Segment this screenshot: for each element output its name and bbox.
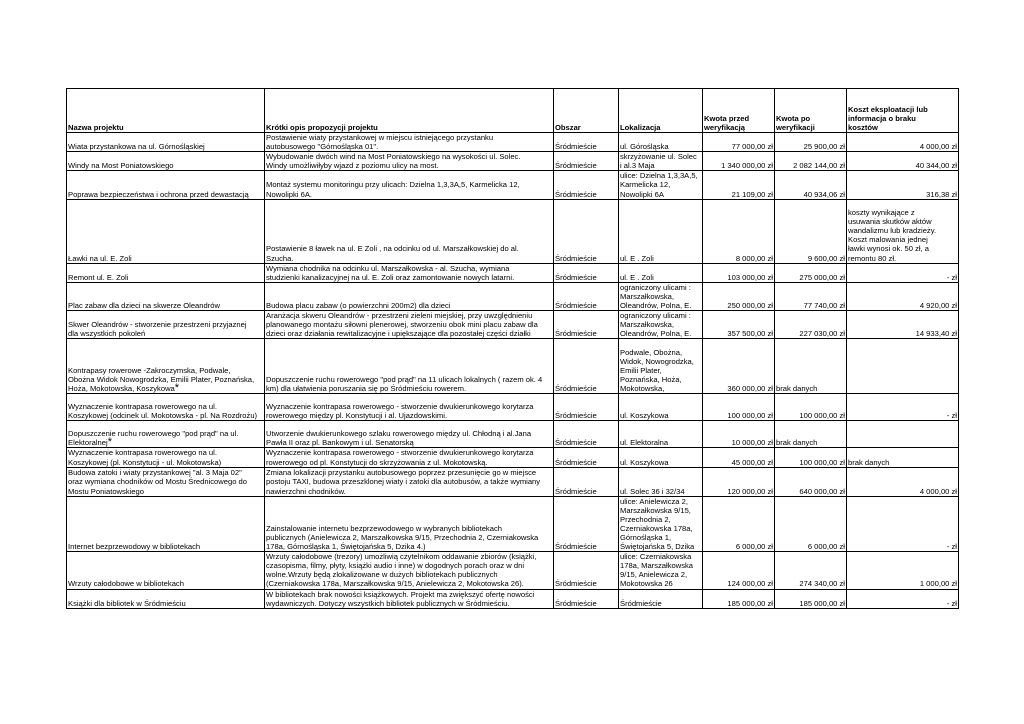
cell-lokalizacja-text: ul. Solec 36 i 32/34 [620, 486, 685, 496]
cell-kwota-przed-text: 357 500,00 zł [727, 329, 773, 339]
cell-kwota-po-text: 25 900,00 zł [803, 142, 845, 152]
cell-kwota-przed [703, 171, 775, 199]
cell-obszar-text: Śródmieście [555, 384, 597, 394]
cell-obszar-text: Śródmieście [555, 272, 597, 282]
cell-koszt-text: 4 920,00 zł [919, 301, 957, 311]
cell-kwota-po [775, 133, 847, 152]
cell-obszar-text: Śródmieście [555, 579, 597, 589]
cell-lokalizacja-text: ul. E . Zoli [620, 253, 654, 263]
cell-koszt-text: 1 000,00 zł [919, 579, 957, 589]
table-row [67, 282, 959, 310]
cell-opis-text: Wrzuty całodobowe (trezory) umożliwią czytelnikom oddawanie zbiorów (książki, czasopisma, filmy, płyty, książki audio i inne) w dogodnych porach oraz w dni wolne.Wrzuty będą zlokalizowane w dużych bibliotekach publicznych (Czerniakowska 178a, Marszałkowska 9/15, Anielewicza 2, Mokotowska 26). [266, 552, 537, 589]
cell-nazwa [67, 467, 265, 496]
table-row [67, 394, 959, 421]
table-row [67, 421, 959, 448]
cell-kwota-przed [703, 152, 775, 171]
cell-koszt [847, 394, 959, 421]
cell-obszar [554, 133, 619, 152]
cell-koszt [847, 152, 959, 171]
cell-koszt-text: - zł [946, 598, 957, 608]
cell-opis-text: Montaż systemu monitoringu przy ulicach: Dzielna 1,3,3A,5, Karmelicka 12, Nowolipki 6A. [266, 180, 520, 199]
table-row [67, 263, 959, 282]
cell-koszt-text: - zł [946, 542, 957, 552]
cell-obszar [554, 448, 619, 467]
cell-kwota-po-text: 100 000,00 zł [799, 411, 845, 421]
cell-lokalizacja [619, 589, 703, 608]
cell-koszt [847, 311, 959, 339]
cell-kwota-po-text: 2 082 144,00 zł [793, 161, 845, 171]
cell-opis-text: Budowa placu zabaw (o powierzchni 200m2) dla dzieci [266, 301, 451, 311]
cell-opis [265, 394, 554, 421]
cell-kwota-po-text: 275 000,00 zł [799, 272, 845, 282]
cell-nazwa [67, 282, 265, 310]
cell-opis [265, 448, 554, 467]
cell-opis [265, 496, 554, 552]
cell-nazwa [67, 589, 265, 608]
cell-lokalizacja [619, 394, 703, 421]
cell-nazwa [67, 421, 265, 448]
cell-nazwa [67, 394, 265, 421]
cell-lokalizacja-text: ul. Koszykowa [620, 457, 669, 467]
cell-nazwa [67, 552, 265, 589]
cell-obszar [554, 496, 619, 552]
cell-kwota-po-text: 9 600,00 zł [807, 253, 845, 263]
cell-obszar-text: Śródmieście [555, 598, 597, 608]
cell-nazwa [67, 199, 265, 263]
table-row [67, 311, 959, 339]
cell-kwota-przed [703, 199, 775, 263]
table-row [67, 467, 959, 496]
cell-koszt-text: - zł [946, 411, 957, 421]
cell-kwota-przed-text: 124 000,00 zł [727, 579, 773, 589]
table-row [67, 339, 959, 394]
cell-opis-text: Wyznaczenie kontrapasa rowerowego - stworzenie dwukierunkowego korytarza rowerowego od pl. Konstytucji do skrzyżowania z ul. Mokotowską. [266, 448, 534, 467]
cell-opis-text: Postawienie wiaty przystankowej w miejscu istniejącego przystanku autobusowego "Górnośląska 01". [266, 133, 494, 152]
cell-kwota-przed [703, 496, 775, 552]
cell-obszar-text: Śródmieście [555, 438, 597, 448]
cell-obszar-text: Śródmieście [555, 161, 597, 171]
cell-koszt-text: 14 933,40 zł [915, 329, 957, 339]
cell-opis [265, 133, 554, 152]
cell-lokalizacja [619, 263, 703, 282]
cell-opis-text: Aranżacja skweru Oleandrów - przestrzeni zieleni miejskiej, przy uwzględnieniu planowanego montażu siłowni plenerowej, stworzeniu obok mini placu zabaw dla dzieci oraz działania rewitalizacyjne i upiększające dla pozostałej części działki [266, 311, 538, 339]
cell-koszt [847, 199, 959, 263]
cell-kwota-przed-text: 45 000,00 zł [731, 457, 773, 467]
cell-obszar-text: Śródmieście [555, 189, 597, 199]
cell-lokalizacja [619, 448, 703, 467]
cell-koszt-text: 4 000,00 zł [919, 142, 957, 152]
cell-obszar-text: Śródmieście [555, 411, 597, 421]
cell-opis [265, 199, 554, 263]
cell-nazwa [67, 311, 265, 339]
col-header-kwota-przed: Kwota przed weryfikacją [703, 89, 775, 133]
col-header-opis: Krótki opis propozycji projektu [265, 89, 554, 133]
cell-kwota-przed-text: 6 000,00 zł [735, 542, 773, 552]
cell-kwota-po [775, 589, 847, 608]
table-row [67, 448, 959, 467]
cell-lokalizacja [619, 133, 703, 152]
cell-obszar-text: Śródmieście [555, 457, 597, 467]
col-header-koszt: Koszt eksploatacji lub informacja o braku kosztów [847, 89, 959, 133]
cell-obszar-text: Śródmieście [555, 301, 597, 311]
cell-lokalizacja [619, 311, 703, 339]
cell-lokalizacja [619, 496, 703, 552]
cell-opis-text: Wybudowanie dwóch wind na Most Poniatowskiego na wysokości ul. Solec. Windy umożliwiłyby wjazd z poziomu ulicy na most. [266, 152, 521, 171]
cell-kwota-przed [703, 589, 775, 608]
cell-nazwa-text: Wyznaczenie kontrapasa rowerowego na ul. Koszykowej (odcinek ul. Mokotowska - pl. Na Rozdrożu) [68, 402, 258, 421]
cell-lokalizacja [619, 282, 703, 310]
cell-kwota-przed [703, 448, 775, 467]
cell-nazwa [67, 339, 265, 394]
cell-kwota-po [775, 152, 847, 171]
cell-nazwa [67, 448, 265, 467]
table-row [67, 171, 959, 199]
cell-nazwa [67, 263, 265, 282]
cell-nazwa-text: Remont ul. E. Zoli [68, 272, 129, 282]
cell-nazwa [67, 152, 265, 171]
cell-opis-text: Zainstalowanie internetu bezprzewodowego w wybranych bibliotekach publicznych (Anielewicza 2, Marszałkowska 9/15, Przechodnia 2, Czerniakowska 178a, Górnośląska 1, Świętojańska 5, Dzika 4.) [266, 523, 539, 552]
asterisk-mark: * [174, 382, 180, 394]
cell-nazwa [67, 171, 265, 199]
cell-lokalizacja-text: Śródmieście [620, 598, 662, 608]
cell-kwota-przed [703, 311, 775, 339]
cell-kwota-po-text: 6 000,00 zł [807, 542, 845, 552]
projects-table [66, 88, 959, 609]
cell-obszar [554, 171, 619, 199]
cell-obszar [554, 589, 619, 608]
cell-kwota-przed-text: 77 000,00 zł [731, 142, 773, 152]
cell-kwota-przed [703, 263, 775, 282]
cell-kwota-przed-text: 103 000,00 zł [727, 272, 773, 282]
table-row [67, 496, 959, 552]
cell-koszt [847, 421, 959, 448]
cell-kwota-po-text: 185 000,00 zł [799, 598, 845, 608]
cell-nazwa-text: Wyznaczenie kontrapasa rowerowego na ul. Koszykowej (pl. Konstytucji - ul. Mokotowska) [68, 448, 222, 467]
cell-obszar-text: Śródmieście [555, 253, 597, 263]
cell-koszt [847, 496, 959, 552]
cell-kwota-po [775, 171, 847, 199]
cell-kwota-po-text: brak danych [776, 384, 818, 394]
asterisk-mark: * [107, 436, 112, 448]
cell-kwota-przed-text: 10 000,00 zł [731, 438, 773, 448]
cell-obszar-text: Śródmieście [555, 486, 597, 496]
cell-opis [265, 171, 554, 199]
cell-kwota-przed-text: 120 000,00 zł [727, 486, 773, 496]
cell-nazwa-text: Wrzuty całodobowe w bibliotekach [68, 579, 184, 589]
cell-koszt [847, 552, 959, 589]
cell-nazwa-text: Budowa zatoki i wiaty przystankowej "al. 3 Maja 02" oraz wymiana chodników od Mostu Średnicowego do Mostu Poniatowskiego [68, 468, 247, 496]
cell-opis-text: Zmiana lokalizacji przystanku autobusowego poprzez przesunięcie go w miejsce postoju TAXI, budowa przeszklonej wiaty i zatoki dla autobusów, a także wymiany nawierzchni chodników. [266, 468, 541, 496]
cell-kwota-po-text: brak danych [776, 438, 818, 448]
cell-kwota-przed [703, 467, 775, 496]
cell-opis [265, 467, 554, 496]
cell-nazwa-text: Kontrapasy rowerowe -Zakroczymska, Podwale, Obożna Widok Nowogrodzka, Emilii Plater, Poznańska, Hoża, Mokotowska, Koszykowa [68, 366, 255, 394]
cell-koszt-text: 40 344,00 zł [915, 161, 957, 171]
cell-opis-text: W bibliotekach brak nowości książkowych. Projekt ma zwiększyć ofertę nowości wydawniczych. Dotyczy wszystkich bibliotek publicznych w Śródmieściu. [266, 589, 535, 608]
cell-kwota-po-text: 77 740,00 zł [803, 301, 845, 311]
cell-kwota-po-text: 640 000,00 zł [799, 486, 845, 496]
cell-kwota-przed-text: 360 000,00 zł [727, 384, 773, 394]
cell-lokalizacja-text: ul. Górośląska [620, 142, 669, 152]
cell-kwota-przed [703, 421, 775, 448]
cell-lokalizacja-text: skrzyżowanie ul. Solec i al.3 Maja [620, 152, 697, 171]
cell-lokalizacja-text: ograniczony ulicami : Marszałkowska, Oleandrów, Polna, E. [620, 311, 692, 339]
cell-kwota-przed-text: 100 000,00 zł [727, 411, 773, 421]
cell-lokalizacja [619, 421, 703, 448]
cell-lokalizacja [619, 339, 703, 394]
cell-koszt [847, 589, 959, 608]
cell-opis [265, 552, 554, 589]
cell-kwota-przed-text: 250 000,00 zł [727, 301, 773, 311]
cell-lokalizacja [619, 552, 703, 589]
cell-nazwa-text: Plac zabaw dla dzieci na skwerze Oleandrów [68, 301, 220, 311]
cell-nazwa-text: Poprawa bezpieczeństwa i ochrona przed dewastacją [68, 189, 249, 199]
cell-kwota-po [775, 282, 847, 310]
cell-kwota-po-text: 227 030,00 zł [799, 329, 845, 339]
cell-kwota-po [775, 263, 847, 282]
cell-obszar [554, 421, 619, 448]
cell-obszar [554, 152, 619, 171]
cell-kwota-po [775, 311, 847, 339]
cell-lokalizacja-text: ul. E . Zoli [620, 272, 654, 282]
cell-obszar [554, 263, 619, 282]
cell-lokalizacja-text: ul. Koszykowa [620, 411, 669, 421]
cell-lokalizacja-text: ulice: Czerniakowska 178a, Marszałkowska 9/15, Anielewicza 2, Mokotowska 26 [620, 552, 694, 589]
cell-obszar [554, 282, 619, 310]
header-row [67, 89, 959, 133]
cell-nazwa-text: Internet bezprzewodowy w bibliotekach [68, 542, 201, 552]
cell-kwota-przed-text: 185 000,00 zł [727, 598, 773, 608]
cell-obszar-text: Śródmieście [555, 542, 597, 552]
cell-lokalizacja-text: Podwale, Obożna, Widok, Nowogrodzka, Emilii Plater, Poznańska, Hoża, Mokotowska, [620, 347, 694, 394]
cell-koszt [847, 171, 959, 199]
col-header-nazwa: Nazwa projektu [67, 89, 265, 133]
col-header-obszar: Obszar [554, 89, 619, 133]
cell-obszar [554, 311, 619, 339]
cell-opis [265, 421, 554, 448]
cell-koszt [847, 263, 959, 282]
cell-kwota-przed [703, 394, 775, 421]
cell-koszt [847, 282, 959, 310]
cell-koszt [847, 133, 959, 152]
cell-opis [265, 311, 554, 339]
cell-opis [265, 152, 554, 171]
cell-obszar [554, 199, 619, 263]
table-row [67, 133, 959, 152]
cell-lokalizacja [619, 152, 703, 171]
cell-nazwa-text: Skwer Oleandrów - stworzenie przestrzeni przyjaznej dla wszystkich pokoleń [68, 320, 247, 339]
cell-kwota-po [775, 199, 847, 263]
cell-kwota-po [775, 339, 847, 394]
cell-kwota-przed [703, 282, 775, 310]
cell-opis-text: Utworzenie dwukierunkowego szlaku rowerowego między ul. Chłodną i al.Jana Pawła II oraz pl. Bankowym i ul. Senatorską [266, 429, 532, 448]
cell-opis-text: Postawienie 8 ławek na ul. E Zoli , na odcinku od ul. Marszałkowskiej do al. Szucha. [266, 244, 519, 263]
cell-nazwa-text: Wiata przystankowa na ul. Górnośląskiej [68, 142, 205, 152]
cell-opis [265, 263, 554, 282]
cell-kwota-przed [703, 552, 775, 589]
cell-opis [265, 282, 554, 310]
cell-opis-text: Dopuszczenie ruchu rowerowego "pod prąd" na 11 ulicach lokalnych ( razem ok. 4 km) dla ułatwienia poruszania się po Śródmieściu rowerem. [266, 375, 543, 394]
cell-kwota-przed-text: 21 109,00 zł [731, 189, 773, 199]
cell-lokalizacja-text: ograniczony ulicami : Marszałkowska, Oleandrów, Polna, E. [620, 282, 692, 311]
cell-kwota-po [775, 496, 847, 552]
cell-nazwa-text: Dopuszczenie ruchu rowerowego "pod prąd" na ul. Elektoralnej [68, 429, 239, 448]
cell-kwota-po-text: 274 340,00 zł [799, 579, 845, 589]
cell-opis [265, 589, 554, 608]
cell-kwota-po-text: 100 000,00 zł [799, 457, 845, 467]
cell-koszt-text: - zł [946, 272, 957, 282]
cell-nazwa [67, 496, 265, 552]
cell-kwota-po [775, 552, 847, 589]
cell-kwota-po [775, 467, 847, 496]
cell-koszt-text: brak danych [848, 457, 890, 467]
cell-koszt-text: koszty wynikające z usuwania skutków aktów wandalizmu lub kradzieży. Koszt malowania jednej ławki wynosi ok. 50 zł, a remontu 80 zł. [848, 208, 937, 263]
table-row [67, 199, 959, 263]
cell-kwota-po [775, 448, 847, 467]
table-row [67, 152, 959, 171]
cell-koszt-text: 316,38 zł [926, 189, 957, 199]
cell-lokalizacja [619, 199, 703, 263]
cell-nazwa-text: Ławki na ul. E. Zoli [68, 253, 132, 263]
cell-nazwa-text: Książki dla bibliotek w Śródmieściu [68, 598, 186, 608]
cell-koszt [847, 448, 959, 467]
cell-lokalizacja-text: ul. Elektoralna [620, 438, 669, 448]
cell-kwota-przed-text: 1 340 000,00 zł [721, 161, 773, 171]
cell-kwota-po [775, 394, 847, 421]
col-header-lokalizacja: Lokalizacja [619, 89, 703, 133]
cell-koszt-text: 4 000,00 zł [919, 486, 957, 496]
cell-lokalizacja [619, 171, 703, 199]
cell-obszar-text: Śródmieście [555, 329, 597, 339]
table-row [67, 589, 959, 608]
cell-obszar [554, 467, 619, 496]
cell-kwota-przed [703, 339, 775, 394]
cell-opis [265, 339, 554, 394]
cell-obszar [554, 339, 619, 394]
cell-koszt [847, 467, 959, 496]
cell-obszar-text: Śródmieście [555, 142, 597, 152]
cell-nazwa-text: Windy na Most Poniatowskiego [68, 161, 174, 171]
cell-kwota-po-text: 40 934,06 zł [803, 189, 845, 199]
col-header-kwota-po: Kwota po weryfikacji [775, 89, 847, 133]
cell-obszar [554, 552, 619, 589]
cell-obszar [554, 394, 619, 421]
cell-opis-text: Wyznaczenie kontrapasa rowerowego - stworzenie dwukierunkowego korytarza rowerowego między pl. Konstytucji i al. Ujazdowskimi. [266, 402, 534, 421]
cell-lokalizacja-text: ulice: Anielewicza 2, Marszałkowska 9/15, Przechodnia 2, Czerniakowska 178a, Górnośląska 1, Świętojańska 5, Dzika [620, 496, 695, 552]
cell-nazwa [67, 133, 265, 152]
cell-kwota-po [775, 421, 847, 448]
table-row [67, 552, 959, 589]
cell-kwota-przed [703, 133, 775, 152]
cell-lokalizacja-text: ulice: Dzielna 1,3,3A,5, Karmelicka 12, Nowolipki 6A [620, 171, 698, 199]
cell-opis-text: Wymiana chodnika na odcinku ul. Marszałkowska - al. Szucha, wymiana studzienki kanalizacyjnej na ul. E. Zoli oraz zamontowanie nowych latarni. [266, 263, 515, 282]
cell-kwota-przed-text: 8 000,00 zł [735, 253, 773, 263]
cell-koszt [847, 339, 959, 394]
cell-lokalizacja [619, 467, 703, 496]
